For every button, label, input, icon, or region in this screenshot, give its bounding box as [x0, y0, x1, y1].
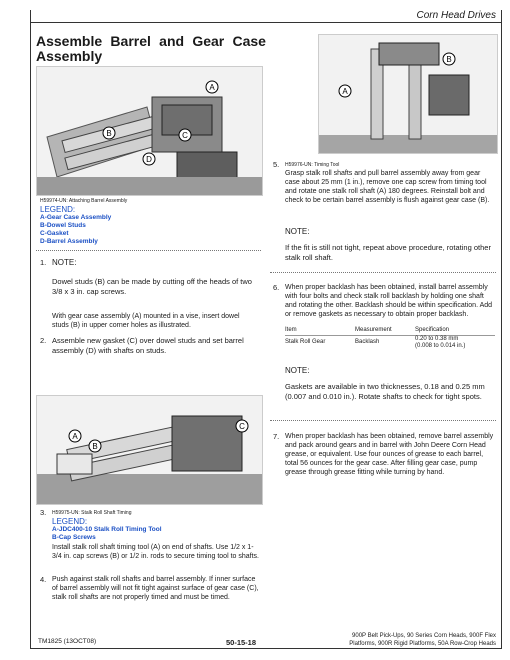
step-3-text: Install stalk roll shaft timing tool (A) on end of shafts. Use 1/2 x 1-3/4 in. cap screws (B) or 1/2 in. rods to secure timing tool to shafts.: [52, 544, 259, 560]
step-6-number: 6.: [273, 283, 280, 292]
title-word: and: [159, 33, 185, 49]
step-5-note-text: If the fit is still not tight, repeat above procedure, rotating other stalk roll shaft.: [285, 243, 491, 262]
figure-timing-tool: [318, 34, 498, 154]
callout-a: A: [342, 87, 348, 96]
section-title: [36, 34, 266, 64]
callout-d: D: [146, 155, 152, 164]
header-rule: [30, 22, 501, 23]
step-7-text: When proper backlash has been obtained, remove barrel assembly and pack around gears and in barrel with John Deere Corn Head grease, or equivalent. Use four ounces of grease to each barrel, total 56 ounces for the gear case. After filling gear case, pump grease through grease fitting while turning by hand.: [285, 433, 494, 476]
figure1-legend: [40, 214, 111, 246]
divider: [36, 250, 261, 251]
figure1-caption: H59974-UN: Attaching Barrel Assembly: [40, 198, 128, 204]
step-7-number: 7.: [273, 432, 280, 441]
figure-stalk-roll-timing: [36, 395, 263, 505]
table-header: Item: [285, 327, 297, 333]
step-2-text: Assemble new gasket (C) over dowel studs and set barrel assembly (D) with shafts on studs.: [52, 336, 244, 355]
step-6-note-text: Gaskets are available in two thicknesses, 0.18 and 0.25 mm (0.007 and 0.010 in.). Rotate shafts to check for tight spots.: [285, 382, 485, 401]
title-word: Gear: [192, 33, 225, 49]
legend-item: C-Gasket: [40, 230, 69, 237]
spec-table: [285, 327, 495, 357]
title-word: Assemble: [36, 33, 103, 49]
table-cell: Stalk Roll Gear: [285, 339, 326, 345]
step-2-number: 2.: [40, 336, 47, 345]
title-word: Barrel: [110, 33, 151, 49]
callout-a: A: [72, 432, 78, 441]
step-1-note-heading: NOTE:: [52, 258, 77, 267]
legend-item: A-Gear Case Assembly: [40, 214, 112, 221]
legend-item: A-JDC400-10 Stalk Roll Timing Tool: [52, 526, 162, 533]
footer-models-line: 900P Belt Pick-Ups, 90 Series Corn Heads, 900F Flex: [352, 633, 496, 639]
step-4-text: Push against stalk roll shafts and barrel assembly. If inner surface of barrel assembly will not fit tight against surface of gear case (C), stalk roll shafts are not properly timed and must be timed.: [52, 576, 259, 601]
footer-page-number: 50-15-18: [226, 638, 257, 647]
timing-tool-photo: [319, 35, 497, 153]
step-3-number: 3.: [40, 508, 47, 517]
title-line2: Assembly: [36, 48, 103, 64]
figure-attaching-barrel: [36, 66, 263, 196]
step-1-text: With gear case assembly (A) mounted in a vise, insert dowel studs (B) in upper corner holes as illustrated.: [52, 313, 240, 329]
step-5-text: Grasp stalk roll shafts and pull barrel assembly away from gear case about 25 mm (1 in.), remove one cap screw from timing tool and rotate one stalk roll shaft (A) 180 degrees. Reinstall bolt and check to be certain barrel assembly is flush against gear case (B).: [285, 170, 490, 204]
table-header: Measurement: [355, 327, 392, 333]
legend-item: B-Dowel Studs: [40, 222, 86, 229]
table-rule: [285, 335, 495, 336]
step-4-number: 4.: [40, 575, 47, 584]
figure3-legend: [52, 526, 162, 542]
footer-doc-id: TM1825 (13OCT08): [38, 638, 97, 645]
step-1-note-text: Dowel studs (B) can be made by cutting off the heads of two 3/8 x 3 in. cap screws.: [52, 277, 252, 296]
callout-a: A: [209, 83, 215, 92]
table-header: Specification: [415, 327, 450, 333]
table-cell: 0.20 to 0.38 mm: [415, 336, 459, 342]
step-6-text: When proper backlash has been obtained, install barrel assembly with four bolts and check stalk roll backlash by holding one shaft and rotating the other. Backlash should be within specification. Add or remove gaskets as necessary to obtain proper backlash.: [285, 284, 493, 318]
figure2-caption: H59976-UN: Timing Tool: [285, 162, 340, 168]
title-word: Case: [232, 33, 266, 49]
figure1-legend-label: LEGEND:: [40, 205, 76, 214]
table-cell: (0.008 to 0.014 in.): [415, 343, 466, 349]
step-5-number: 5.: [273, 160, 280, 169]
legend-item: D-Barrel Assembly: [40, 238, 98, 245]
step-1-number: 1.: [40, 258, 47, 267]
callout-c: C: [182, 131, 188, 140]
divider: [270, 272, 496, 273]
divider: [270, 420, 496, 421]
table-cell: Backlash: [355, 339, 380, 345]
timing-tool-illustration: [37, 396, 262, 504]
step-5-note-heading: NOTE:: [285, 227, 310, 236]
callout-b: B: [446, 55, 452, 64]
callout-b: B: [106, 129, 112, 138]
barrel-assembly-illustration: [37, 67, 262, 195]
legend-item: B-Cap Screws: [52, 534, 96, 541]
callout-c: C: [239, 422, 245, 431]
footer-models: [349, 632, 496, 648]
callout-b: B: [92, 442, 98, 451]
figure3-caption: H59975-UN: Stalk Roll Shaft Timing: [52, 510, 132, 516]
footer-models-line: Platforms, 900R Rigid Platforms, 50A Row-Crop Heads: [349, 641, 496, 647]
running-header: Corn Head Drives: [416, 10, 496, 21]
step-6-note-heading: NOTE:: [285, 366, 310, 375]
figure3-legend-label: LEGEND:: [52, 517, 88, 526]
